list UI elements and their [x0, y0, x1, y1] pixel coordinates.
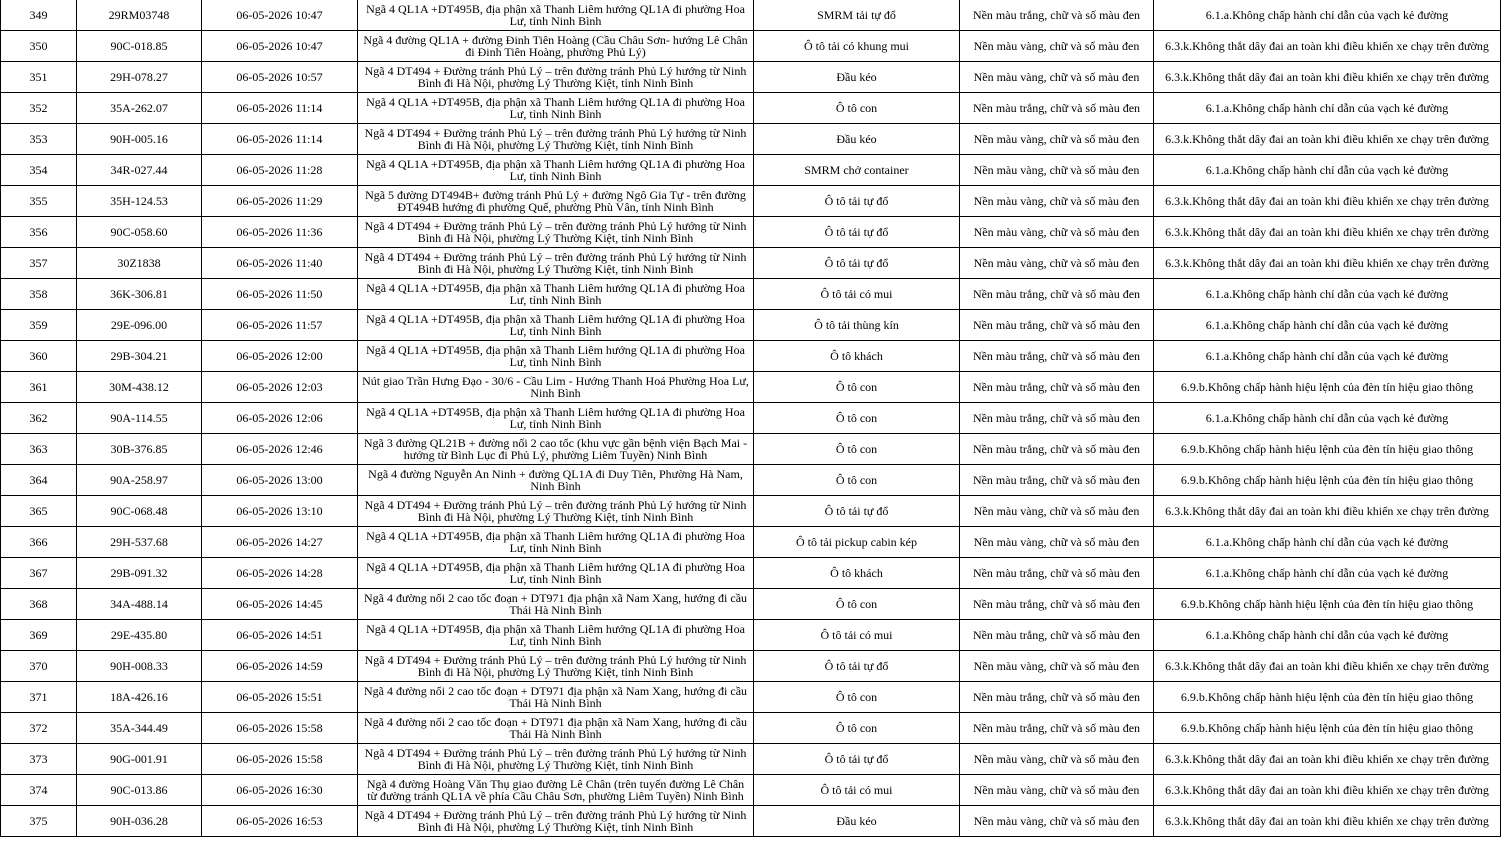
license-plate: 90H-005.16 — [77, 124, 202, 155]
violation-time: 06-05-2026 15:51 — [202, 682, 358, 713]
violation-description: 6.3.k.Không thắt dây đai an toàn khi điều khiển xe chạy trên đường — [1154, 651, 1501, 682]
plate-color: Nền màu vàng, chữ và số màu đen — [960, 651, 1154, 682]
violation-location: Ngã 4 đường nối 2 cao tốc đoạn + DT971 địa phận xã Nam Xang, hướng đi cầu Thái Hà Ninh Bình — [358, 713, 754, 744]
vehicle-type: Ô tô tải tự đổ — [754, 744, 960, 775]
row-number: 365 — [1, 496, 77, 527]
row-number: 362 — [1, 403, 77, 434]
row-number: 359 — [1, 310, 77, 341]
vehicle-type: Ô tô tải có mui — [754, 620, 960, 651]
vehicle-type: Ô tô tải tự đổ — [754, 651, 960, 682]
row-number: 358 — [1, 279, 77, 310]
row-number: 351 — [1, 62, 77, 93]
plate-color: Nền màu trắng, chữ và số màu đen — [960, 341, 1154, 372]
table-row — [1, 806, 1501, 837]
violation-location: Ngã 5 đường DT494B+ đường tránh Phủ Lý + đường Ngô Gia Tự - trên đường ĐT494B hướng đi phường Quế, phường Phù Vân, tỉnh Ninh Bình — [358, 186, 754, 217]
violation-description: 6.1.a.Không chấp hành chỉ dẫn của vạch kẻ đường — [1154, 93, 1501, 124]
violation-time: 06-05-2026 10:47 — [202, 31, 358, 62]
violation-location: Ngã 4 đường nối 2 cao tốc đoạn + DT971 địa phận xã Nam Xang, hướng đi cầu Thái Hà Ninh Bình — [358, 682, 754, 713]
violation-time: 06-05-2026 14:28 — [202, 558, 358, 589]
violation-location: Ngã 4 DT494 + Đường tránh Phủ Lý – trên đường tránh Phủ Lý hướng từ Ninh Bình đi Hà Nội, phường Lý Thường Kiệt, tỉnh Ninh Bình — [358, 217, 754, 248]
vehicle-type: Ô tô con — [754, 372, 960, 403]
violation-time: 06-05-2026 11:36 — [202, 217, 358, 248]
license-plate: 35H-124.53 — [77, 186, 202, 217]
violation-location: Ngã 4 đường Hoàng Văn Thụ giao đường Lê Chân (trên tuyến đường Lê Chân từ đường tránh QL1A về phía Cầu Châu Sơn, phường Liêm Tuyền) Ninh Bình — [358, 775, 754, 806]
table-row — [1, 403, 1501, 434]
violation-time: 06-05-2026 12:46 — [202, 434, 358, 465]
plate-color: Nền màu vàng, chữ và số màu đen — [960, 496, 1154, 527]
violation-location: Ngã 4 DT494 + Đường tránh Phủ Lý – trên đường tránh Phủ Lý hướng từ Ninh Bình đi Hà Nội, phường Lý Thường Kiệt, tỉnh Ninh Bình — [358, 62, 754, 93]
plate-color: Nền màu trắng, chữ và số màu đen — [960, 589, 1154, 620]
row-number: 357 — [1, 248, 77, 279]
license-plate: 90G-001.91 — [77, 744, 202, 775]
license-plate: 90H-008.33 — [77, 651, 202, 682]
plate-color: Nền màu vàng, chữ và số màu đen — [960, 775, 1154, 806]
violation-description: 6.9.b.Không chấp hành hiệu lệnh của đèn tín hiệu giao thông — [1154, 682, 1501, 713]
table-row — [1, 93, 1501, 124]
license-plate: 30M-438.12 — [77, 372, 202, 403]
violation-location: Ngã 4 đường QL1A + đường Đinh Tiên Hoàng (Cầu Châu Sơn- hướng Lê Chân đi Đinh Tiên Hoàng, phường Phủ Lý) — [358, 31, 754, 62]
vehicle-type: Ô tô tải có mui — [754, 775, 960, 806]
violation-description: 6.1.a.Không chấp hành chỉ dẫn của vạch kẻ đường — [1154, 0, 1501, 31]
violation-time: 06-05-2026 15:58 — [202, 713, 358, 744]
row-number: 361 — [1, 372, 77, 403]
violation-time: 06-05-2026 11:40 — [202, 248, 358, 279]
violation-time: 06-05-2026 14:27 — [202, 527, 358, 558]
vehicle-type: Đầu kéo — [754, 806, 960, 837]
violation-description: 6.9.b.Không chấp hành hiệu lệnh của đèn tín hiệu giao thông — [1154, 372, 1501, 403]
violation-location: Ngã 4 QL1A +DT495B, địa phận xã Thanh Liêm hướng QL1A đi phường Hoa Lư, tỉnh Ninh Bình — [358, 558, 754, 589]
violation-description: 6.3.k.Không thắt dây đai an toàn khi điều khiển xe chạy trên đường — [1154, 248, 1501, 279]
row-number: 366 — [1, 527, 77, 558]
license-plate: 29H-537.68 — [77, 527, 202, 558]
row-number: 353 — [1, 124, 77, 155]
vehicle-type: Ô tô con — [754, 589, 960, 620]
plate-color: Nền màu trắng, chữ và số màu đen — [960, 682, 1154, 713]
plate-color: Nền màu vàng, chữ và số màu đen — [960, 248, 1154, 279]
plate-color: Nền màu trắng, chữ và số màu đen — [960, 713, 1154, 744]
violation-time: 06-05-2026 11:50 — [202, 279, 358, 310]
violation-description: 6.9.b.Không chấp hành hiệu lệnh của đèn tín hiệu giao thông — [1154, 589, 1501, 620]
license-plate: 90C-013.86 — [77, 775, 202, 806]
row-number: 352 — [1, 93, 77, 124]
plate-color: Nền màu trắng, chữ và số màu đen — [960, 403, 1154, 434]
violation-time: 06-05-2026 13:10 — [202, 496, 358, 527]
vehicle-type: Ô tô tải tự đổ — [754, 186, 960, 217]
vehicle-type: Ô tô tải pickup cabin kép — [754, 527, 960, 558]
violation-time: 06-05-2026 11:29 — [202, 186, 358, 217]
violation-time: 06-05-2026 12:03 — [202, 372, 358, 403]
table-row — [1, 558, 1501, 589]
violation-location: Ngã 4 QL1A +DT495B, địa phận xã Thanh Liêm hướng QL1A đi phường Hoa Lư, tỉnh Ninh Bình — [358, 403, 754, 434]
row-number: 354 — [1, 155, 77, 186]
violation-location: Ngã 4 QL1A +DT495B, địa phận xã Thanh Liêm hướng QL1A đi phường Hoa Lư, tỉnh Ninh Bình — [358, 341, 754, 372]
vehicle-type: Ô tô con — [754, 434, 960, 465]
vehicle-type: SMRM tải tự đổ — [754, 0, 960, 31]
violation-time: 06-05-2026 16:53 — [202, 806, 358, 837]
violation-location: Ngã 4 DT494 + Đường tránh Phủ Lý – trên đường tránh Phủ Lý hướng từ Ninh Bình đi Hà Nội, phường Lý Thường Kiệt, tỉnh Ninh Bình — [358, 124, 754, 155]
violation-time: 06-05-2026 10:47 — [202, 0, 358, 31]
license-plate: 90C-018.85 — [77, 31, 202, 62]
row-number: 371 — [1, 682, 77, 713]
violation-location: Ngã 4 đường Nguyễn An Ninh + đường QL1A đi Duy Tiên, Phường Hà Nam, Ninh Bình — [358, 465, 754, 496]
license-plate: 30B-376.85 — [77, 434, 202, 465]
violation-description: 6.3.k.Không thắt dây đai an toàn khi điều khiển xe chạy trên đường — [1154, 62, 1501, 93]
table-row — [1, 465, 1501, 496]
violation-time: 06-05-2026 12:00 — [202, 341, 358, 372]
table-row — [1, 279, 1501, 310]
violation-description: 6.1.a.Không chấp hành chỉ dẫn của vạch kẻ đường — [1154, 527, 1501, 558]
violation-location: Ngã 4 QL1A +DT495B, địa phận xã Thanh Liêm hướng QL1A đi phường Hoa Lư, tỉnh Ninh Bình — [358, 310, 754, 341]
violation-description: 6.3.k.Không thắt dây đai an toàn khi điều khiển xe chạy trên đường — [1154, 31, 1501, 62]
violation-time: 06-05-2026 14:59 — [202, 651, 358, 682]
row-number: 374 — [1, 775, 77, 806]
violation-description: 6.3.k.Không thắt dây đai an toàn khi điều khiển xe chạy trên đường — [1154, 186, 1501, 217]
violation-description: 6.3.k.Không thắt dây đai an toàn khi điều khiển xe chạy trên đường — [1154, 496, 1501, 527]
table-row — [1, 589, 1501, 620]
violation-description: 6.9.b.Không chấp hành hiệu lệnh của đèn tín hiệu giao thông — [1154, 713, 1501, 744]
row-number: 364 — [1, 465, 77, 496]
vehicle-type: Ô tô tải tự đổ — [754, 217, 960, 248]
vehicle-type: Ô tô tải có khung mui — [754, 31, 960, 62]
license-plate: 90C-058.60 — [77, 217, 202, 248]
row-number: 355 — [1, 186, 77, 217]
violation-description: 6.1.a.Không chấp hành chỉ dẫn của vạch kẻ đường — [1154, 279, 1501, 310]
violation-location: Ngã 4 DT494 + Đường tránh Phủ Lý – trên đường tránh Phủ Lý hướng từ Ninh Bình đi Hà Nội, phường Lý Thường Kiệt, tỉnh Ninh Bình — [358, 744, 754, 775]
table-row — [1, 775, 1501, 806]
table-row — [1, 682, 1501, 713]
vehicle-type: Đầu kéo — [754, 124, 960, 155]
table-row — [1, 496, 1501, 527]
violation-description: 6.3.k.Không thắt dây đai an toàn khi điều khiển xe chạy trên đường — [1154, 806, 1501, 837]
license-plate: 36K-306.81 — [77, 279, 202, 310]
plate-color: Nền màu trắng, chữ và số màu đen — [960, 279, 1154, 310]
license-plate: 90A-258.97 — [77, 465, 202, 496]
row-number: 350 — [1, 31, 77, 62]
plate-color: Nền màu trắng, chữ và số màu đen — [960, 434, 1154, 465]
plate-color: Nền màu vàng, chữ và số màu đen — [960, 186, 1154, 217]
vehicle-type: Ô tô con — [754, 682, 960, 713]
row-number: 370 — [1, 651, 77, 682]
plate-color: Nền màu trắng, chữ và số màu đen — [960, 310, 1154, 341]
plate-color: Nền màu vàng, chữ và số màu đen — [960, 217, 1154, 248]
violation-location: Nút giao Trần Hưng Đạo - 30/6 - Cầu Lim - Hướng Thanh Hoá Phường Hoa Lư, Ninh Bình — [358, 372, 754, 403]
table-row — [1, 186, 1501, 217]
violation-time: 06-05-2026 12:06 — [202, 403, 358, 434]
table-row — [1, 341, 1501, 372]
table-row — [1, 124, 1501, 155]
vehicle-type: Ô tô con — [754, 403, 960, 434]
table-row — [1, 713, 1501, 744]
row-number: 375 — [1, 806, 77, 837]
violation-location: Ngã 4 DT494 + Đường tránh Phủ Lý – trên đường tránh Phủ Lý hướng từ Ninh Bình đi Hà Nội, phường Lý Thường Kiệt, tỉnh Ninh Bình — [358, 496, 754, 527]
violation-description: 6.1.a.Không chấp hành chỉ dẫn của vạch kẻ đường — [1154, 310, 1501, 341]
violation-location: Ngã 4 đường nối 2 cao tốc đoạn + DT971 địa phận xã Nam Xang, hướng đi cầu Thái Hà Ninh Bình — [358, 589, 754, 620]
table-row — [1, 651, 1501, 682]
table-row — [1, 434, 1501, 465]
license-plate: 90A-114.55 — [77, 403, 202, 434]
license-plate: 35A-262.07 — [77, 93, 202, 124]
vehicle-type: Ô tô khách — [754, 341, 960, 372]
plate-color: Nền màu vàng, chữ và số màu đen — [960, 155, 1154, 186]
vehicle-type: Ô tô tải tự đổ — [754, 248, 960, 279]
violation-time: 06-05-2026 14:51 — [202, 620, 358, 651]
violation-time: 06-05-2026 14:45 — [202, 589, 358, 620]
violation-location: Ngã 3 đường QL21B + đường nối 2 cao tốc (khu vực gần bệnh viện Bạch Mai - hướng từ Bình Lục đi Phủ Lý, phường Liêm Tuyền) Ninh Bình — [358, 434, 754, 465]
row-number: 369 — [1, 620, 77, 651]
license-plate: 90H-036.28 — [77, 806, 202, 837]
violation-description: 6.1.a.Không chấp hành chỉ dẫn của vạch kẻ đường — [1154, 620, 1501, 651]
plate-color: Nền màu vàng, chữ và số màu đen — [960, 124, 1154, 155]
plate-color: Nền màu trắng, chữ và số màu đen — [960, 0, 1154, 31]
violation-location: Ngã 4 QL1A +DT495B, địa phận xã Thanh Liêm hướng QL1A đi phường Hoa Lư, tỉnh Ninh Bình — [358, 155, 754, 186]
violation-time: 06-05-2026 15:58 — [202, 744, 358, 775]
table-row — [1, 0, 1501, 31]
row-number: 368 — [1, 589, 77, 620]
table-row — [1, 620, 1501, 651]
violation-location: Ngã 4 QL1A +DT495B, địa phận xã Thanh Liêm hướng QL1A đi phường Hoa Lư, tỉnh Ninh Bình — [358, 527, 754, 558]
violation-location: Ngã 4 DT494 + Đường tránh Phủ Lý – trên đường tránh Phủ Lý hướng từ Ninh Bình đi Hà Nội, phường Lý Thường Kiệt, tỉnh Ninh Bình — [358, 248, 754, 279]
violation-description: 6.9.b.Không chấp hành hiệu lệnh của đèn tín hiệu giao thông — [1154, 465, 1501, 496]
violation-location: Ngã 4 QL1A +DT495B, địa phận xã Thanh Liêm hướng QL1A đi phường Hoa Lư, tỉnh Ninh Bình — [358, 620, 754, 651]
violation-location: Ngã 4 QL1A +DT495B, địa phận xã Thanh Liêm hướng QL1A đi phường Hoa Lư, tỉnh Ninh Bình — [358, 93, 754, 124]
plate-color: Nền màu trắng, chữ và số màu đen — [960, 372, 1154, 403]
license-plate: 34R-027.44 — [77, 155, 202, 186]
violation-time: 06-05-2026 13:00 — [202, 465, 358, 496]
license-plate: 29H-078.27 — [77, 62, 202, 93]
license-plate: 34A-488.14 — [77, 589, 202, 620]
violation-location: Ngã 4 DT494 + Đường tránh Phủ Lý – trên đường tránh Phủ Lý hướng từ Ninh Bình đi Hà Nội, phường Lý Thường Kiệt, tỉnh Ninh Bình — [358, 806, 754, 837]
vehicle-type: Ô tô tải thùng kín — [754, 310, 960, 341]
violation-description: 6.9.b.Không chấp hành hiệu lệnh của đèn tín hiệu giao thông — [1154, 434, 1501, 465]
violation-description: 6.1.a.Không chấp hành chỉ dẫn của vạch kẻ đường — [1154, 155, 1501, 186]
plate-color: Nền màu trắng, chữ và số màu đen — [960, 620, 1154, 651]
violation-description: 6.3.k.Không thắt dây đai an toàn khi điều khiển xe chạy trên đường — [1154, 744, 1501, 775]
violation-description: 6.1.a.Không chấp hành chỉ dẫn của vạch kẻ đường — [1154, 341, 1501, 372]
vehicle-type: Ô tô con — [754, 93, 960, 124]
vehicle-type: Ô tô khách — [754, 558, 960, 589]
table-body — [1, 0, 1501, 837]
license-plate: 29B-091.32 — [77, 558, 202, 589]
vehicle-type: Ô tô tải có mui — [754, 279, 960, 310]
plate-color: Nền màu trắng, chữ và số màu đen — [960, 93, 1154, 124]
plate-color: Nền màu trắng, chữ và số màu đen — [960, 558, 1154, 589]
plate-color: Nền màu vàng, chữ và số màu đen — [960, 806, 1154, 837]
row-number: 367 — [1, 558, 77, 589]
violation-description: 6.1.a.Không chấp hành chỉ dẫn của vạch kẻ đường — [1154, 558, 1501, 589]
vehicle-type: Ô tô con — [754, 713, 960, 744]
table-row — [1, 372, 1501, 403]
table-row — [1, 248, 1501, 279]
table-row — [1, 527, 1501, 558]
violation-description: 6.3.k.Không thắt dây đai an toàn khi điều khiển xe chạy trên đường — [1154, 217, 1501, 248]
violation-location: Ngã 4 QL1A +DT495B, địa phận xã Thanh Liêm hướng QL1A đi phường Hoa Lư, tỉnh Ninh Bình — [358, 0, 754, 31]
table-row — [1, 310, 1501, 341]
license-plate: 18A-426.16 — [77, 682, 202, 713]
license-plate: 29B-304.21 — [77, 341, 202, 372]
violation-location: Ngã 4 QL1A +DT495B, địa phận xã Thanh Liêm hướng QL1A đi phường Hoa Lư, tỉnh Ninh Bình — [358, 279, 754, 310]
license-plate: 90C-068.48 — [77, 496, 202, 527]
vehicle-type: Đầu kéo — [754, 62, 960, 93]
plate-color: Nền màu vàng, chữ và số màu đen — [960, 527, 1154, 558]
violation-description: 6.3.k.Không thắt dây đai an toàn khi điều khiển xe chạy trên đường — [1154, 775, 1501, 806]
license-plate: 29E-435.80 — [77, 620, 202, 651]
row-number: 360 — [1, 341, 77, 372]
license-plate: 29RM03748 — [77, 0, 202, 31]
table-row — [1, 62, 1501, 93]
license-plate: 29E-096.00 — [77, 310, 202, 341]
plate-color: Nền màu trắng, chữ và số màu đen — [960, 465, 1154, 496]
row-number: 373 — [1, 744, 77, 775]
plate-color: Nền màu vàng, chữ và số màu đen — [960, 744, 1154, 775]
vehicle-type: Ô tô con — [754, 465, 960, 496]
violation-description: 6.1.a.Không chấp hành chỉ dẫn của vạch kẻ đường — [1154, 403, 1501, 434]
row-number: 363 — [1, 434, 77, 465]
violation-time: 06-05-2026 11:57 — [202, 310, 358, 341]
plate-color: Nền màu vàng, chữ và số màu đen — [960, 62, 1154, 93]
vehicle-type: SMRM chở container — [754, 155, 960, 186]
license-plate: 35A-344.49 — [77, 713, 202, 744]
table-row — [1, 31, 1501, 62]
violation-time: 06-05-2026 16:30 — [202, 775, 358, 806]
violation-time: 06-05-2026 11:14 — [202, 124, 358, 155]
plate-color: Nền màu vàng, chữ và số màu đen — [960, 31, 1154, 62]
table-row — [1, 155, 1501, 186]
vehicle-type: Ô tô tải tự đổ — [754, 496, 960, 527]
row-number: 349 — [1, 0, 77, 31]
table-row — [1, 217, 1501, 248]
violation-time: 06-05-2026 11:14 — [202, 93, 358, 124]
row-number: 356 — [1, 217, 77, 248]
table-row — [1, 744, 1501, 775]
violation-location: Ngã 4 DT494 + Đường tránh Phủ Lý – trên đường tránh Phủ Lý hướng từ Ninh Bình đi Hà Nội, phường Lý Thường Kiệt, tỉnh Ninh Bình — [358, 651, 754, 682]
violation-time: 06-05-2026 10:57 — [202, 62, 358, 93]
violation-time: 06-05-2026 11:28 — [202, 155, 358, 186]
row-number: 372 — [1, 713, 77, 744]
violation-description: 6.3.k.Không thắt dây đai an toàn khi điều khiển xe chạy trên đường — [1154, 124, 1501, 155]
license-plate: 30Z1838 — [77, 248, 202, 279]
